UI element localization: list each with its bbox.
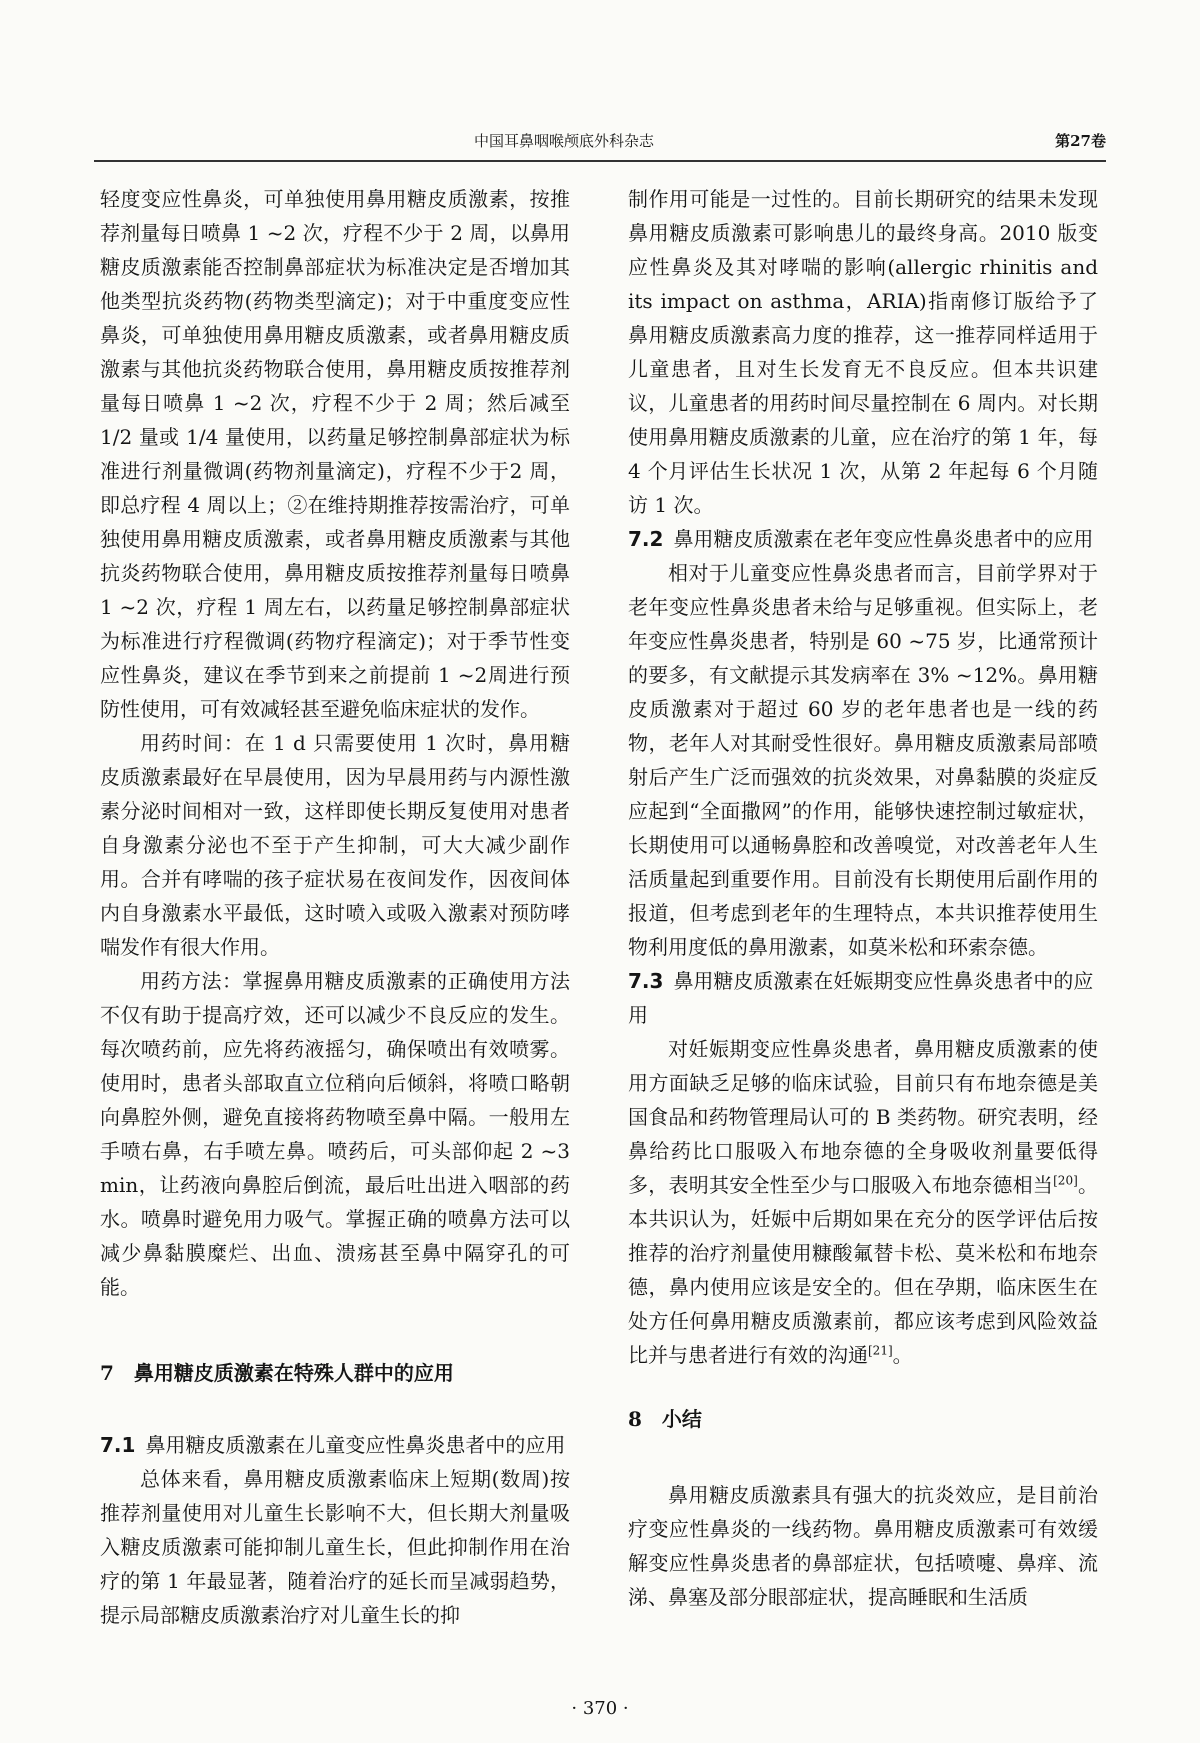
subsection-heading — [628, 964, 1098, 1032]
paragraph: 轻度变应性鼻炎，可单独使用鼻用糖皮质激素，按推荐剂量每日喷鼻 1 ~2 次，疗程不少于 2 周，以鼻用糖皮质激素能否控制鼻部症状为标准决定是否增加其他类型抗炎药物(药物类型滴定)；对于中重度变应性鼻炎，可单独使用鼻用糖皮质激素，或者鼻用糖皮质激素与其他抗炎药物联合使用，鼻用糖皮质按推荐剂量每日喷鼻 1 ~2 次，疗程不少于 2 周；然后减至 1/2 量或 1/4 量使用，以药量足够控制鼻部症状为标准进行剂量微调(药物剂量滴定)，疗程不少于2 周，即总疗程 4 周以上；②在维持期推荐按需治疗，可单独使用鼻用糖皮质激素，或者鼻用糖皮质激素与其他抗炎药物联合使用，鼻用糖皮质按推荐剂量每日喷鼻 1 ~2 次，疗程 1 周左右，以药量足够控制鼻部症状为标准进行疗程微调(药物疗程滴定)；对于季节性变应性鼻炎，建议在季节到来之前提前 1 ~2周进行预防性使用，可有效减轻甚至避免临床症状的发作。 — [100, 187, 570, 721]
subsection-number: 7.2 — [628, 527, 664, 551]
paragraph: 相对于儿童变应性鼻炎患者而言，目前学界对于老年变应性鼻炎患者未给与足够重视。但实际上，老年变应性鼻炎患者，特别是 60 ~75 岁，比通常预计的要多，有文献提示其发病率在 3% ~12%。鼻用糖皮质激素对于超过 60 岁的老年患者也是一线的药物，老年人对其耐受性很好。鼻用糖皮质激素局部喷射后产生广泛而强效的抗炎效果，对鼻黏膜的炎症反应起到“全面撒网”的作用，能够快速控制过敏症状，长期使用可以通畅鼻腔和改善嗅觉，对改善老年人生活质量起到重要作用。目前没有长期使用后副作用的报道，但考虑到老年的生理特点，本共识推荐使用生物利用度低的鼻用激素，如莫米松和环索奈德。 — [628, 561, 1098, 959]
right-column — [628, 182, 1098, 1614]
section-heading: 8 小结 — [628, 1407, 702, 1431]
paragraph-text: 。本共识认为，妊娠中后期如果在充分的医学评估后按推荐的治疗剂量使用糠酸氟替卡松、莫米松和布地奈德，鼻内使用应该是安全的。但在孕期，临床医生在处方任何鼻用糖皮质激素前，都应该考虑到风险效益比并与患者进行有效的沟通 — [628, 1173, 1099, 1367]
subsection-number: 7.1 — [100, 1433, 136, 1457]
running-header — [94, 128, 1106, 162]
journal-title: 中国耳鼻咽喉颅底外科杂志 — [474, 132, 655, 150]
subsection-title: 鼻用糖皮质激素在老年变应性鼻炎患者中的应用 — [673, 527, 1094, 551]
subsection-title: 鼻用糖皮质激素在儿童变应性鼻炎患者中的应用 — [145, 1433, 566, 1457]
subsection-heading — [628, 522, 1098, 556]
subsection-heading — [100, 1428, 570, 1462]
paragraph-text: 。 — [892, 1343, 913, 1367]
subsection-title: 鼻用糖皮质激素在妊娠期变应性鼻炎患者中的应用 — [628, 969, 1094, 1027]
subsection-number: 7.3 — [628, 969, 664, 993]
paragraph: 用药时间：在 1 d 只需要使用 1 次时，鼻用糖皮质激素最好在早晨使用，因为早晨用药与内源性激素分泌时间相对一致，这样即使长期反复使用对患者自身激素分泌也不至于产生抑制，可大大减少副作用。合并有哮喘的孩子症状易在夜间发作，因夜间体内自身激素水平最低，这时喷入或吸入激素对预防哮喘发作有很大作用。 — [100, 731, 570, 959]
paragraph: 总体来看，鼻用糖皮质激素临床上短期(数周)按推荐剂量使用对儿童生长影响不大，但长期大剂量吸入糖皮质激素可能抑制儿童生长，但此抑制作用在治疗的第 1 年最显著，随着治疗的延长而呈减弱趋势，提示局部糖皮质激素治疗对儿童生长的抑 — [100, 1467, 570, 1627]
section-heading: 7 鼻用糖皮质激素在特殊人群中的应用 — [100, 1361, 454, 1385]
paragraph-text: 对妊娠期变应性鼻炎患者，鼻用糖皮质激素的使用方面缺乏足够的临床试验，目前只有布地奈德是美国食品和药物管理局认可的 B 类药物。研究表明，经鼻给药比口服吸入布地奈德的全身吸收剂量要低得多，表明其安全性至少与口服吸入布地奈德相当 — [628, 1037, 1098, 1197]
page-number: · 370 · — [571, 1698, 629, 1719]
paragraph — [628, 1032, 1098, 1372]
citation-ref: [21] — [868, 1343, 893, 1358]
paragraph: 鼻用糖皮质激素具有强大的抗炎效应，是目前治疗变应性鼻炎的一线药物。鼻用糖皮质激素可有效缓解变应性鼻炎患者的鼻部症状，包括喷嚏、鼻痒、流涕、鼻塞及部分眼部症状，提高睡眠和生活质 — [628, 1483, 1098, 1609]
volume-number: 第27卷 — [1055, 132, 1106, 150]
citation-ref: [20] — [1053, 1173, 1078, 1188]
left-column — [100, 182, 570, 1632]
paragraph: 用药方法：掌握鼻用糖皮质激素的正确使用方法不仅有助于提高疗效，还可以减少不良反应的发生。每次喷药前，应先将药液摇匀，确保喷出有效喷雾。使用时，患者头部取直立位稍向后倾斜，将喷口略朝向鼻腔外侧，避免直接将药物喷至鼻中隔。一般用左手喷右鼻，右手喷左鼻。喷药后，可头部仰起 2 ~3 min，让药液向鼻腔后倒流，最后吐出进入咽部的药水。喷鼻时避免用力吸气。掌握正确的喷鼻方法可以减少鼻黏膜糜烂、出血、溃疡甚至鼻中隔穿孔的可能。 — [100, 969, 570, 1299]
paragraph: 制作用可能是一过性的。目前长期研究的结果未发现鼻用糖皮质激素可影响患儿的最终身高。2010 版变应性鼻炎及其对哮喘的影响(allergic rhinitis and its impact on asthma，ARIA)指南修订版给予了鼻用糖皮质激素高力度的推荐，这一推荐同样适用于儿童患者，且对生长发育无不良反应。但本共识建议，儿童患者的用药时间尽量控制在 6 周内。对长期使用鼻用糖皮质激素的儿童，应在治疗的第 1 年，每 4 个月评估生长状况 1 次，从第 2 年起每 6 个月随访 1 次。 — [628, 187, 1098, 517]
